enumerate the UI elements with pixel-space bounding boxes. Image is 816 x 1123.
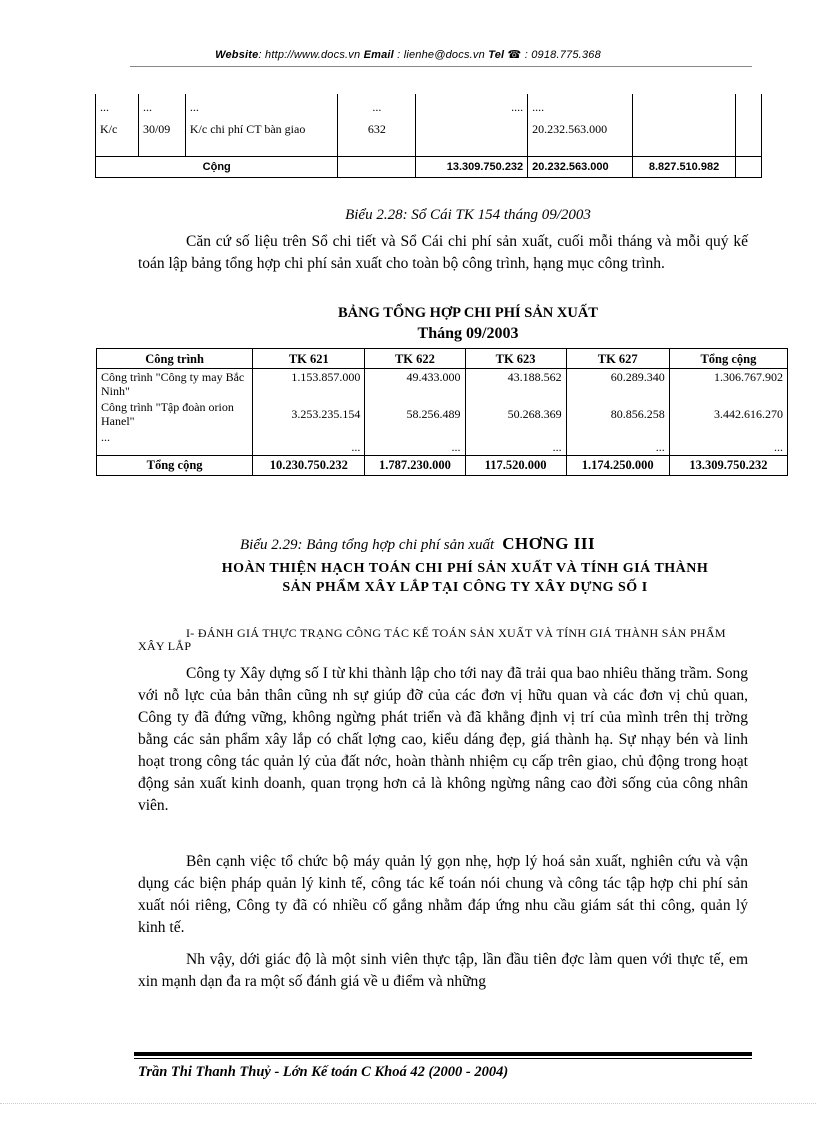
ledger-cell: K/c	[96, 116, 139, 156]
project-name: ...	[97, 429, 253, 455]
paragraph-1: Công ty Xây dựng số I từ khi thành lập cho tới nay đã trải qua bao nhiêu thăng trầm. Song với nỗ lực của bản thân cũng nh sự giúp đỡ của các đơn vị hữu quan và các đơn vị chủ quan, Công ty đã đứng vững, không ngừng phát triển và đã khẳng định vị trí của mình trên thị trờng bằng các sản phẩm xây lắp có chất lợng cao, kiểu dáng đẹp, giá thành hạ. Sự nhạy bén và linh hoạt trong công tác quản lý của đất nớc, hoàn thành nhiệm cụ cấp trên giao, chủ động trong hoạt động sản xuất kinh doanh, quan trọng hơn cả là không ngừng nâng cao đời sống của công nhân viên.	[138, 665, 748, 814]
col-header: TK 621	[253, 349, 365, 369]
total-value: 13.309.750.232	[669, 455, 787, 475]
ledger-cell	[736, 156, 762, 177]
table-row	[97, 429, 788, 455]
summary-total-row	[97, 455, 788, 475]
summary-table	[96, 348, 788, 476]
project-name: Công trình "Tập đoàn orion Hanel"	[97, 399, 253, 429]
ledger-cell: ....	[528, 94, 633, 116]
summary-header-row	[97, 349, 788, 369]
intro-paragraph: Căn cứ số liệu trên Sổ chi tiết và Sổ Cái chi phí sản xuất, cuối mỗi tháng và mỗi quý kế toán lập bảng tổng hợp chi phí sản xuất cho toàn bộ công trình, hạng mục công trình.	[138, 233, 748, 272]
ledger-cell	[338, 156, 416, 177]
ledger-cell: 30/09	[138, 116, 185, 156]
ledger-total-row	[96, 156, 762, 177]
ledger-cell: ...	[185, 94, 338, 116]
ledger-cell	[736, 94, 762, 116]
value-cell: 58.256.489	[365, 399, 465, 429]
paragraph-3: Nh vậy, dới giác độ là một sinh viên thực tập, lần đầu tiên đợc làm quen với thực tế, em xin mạnh dạn đa ra một số đánh giá về u điểm và những	[138, 951, 748, 990]
col-header: TK 627	[566, 349, 669, 369]
summary-table-subtitle: Tháng 09/2003	[417, 325, 519, 342]
value-cell: 60.289.340	[566, 369, 669, 400]
value-cell: 3.442.616.270	[669, 399, 787, 429]
ledger-total-balance: 8.827.510.982	[633, 156, 736, 177]
chapter-label: CHƠNG III	[502, 534, 596, 553]
ledger-total-credit: 20.232.563.000	[528, 156, 633, 177]
total-label: Tổng cộng	[97, 455, 253, 475]
email-label: Email	[363, 49, 394, 61]
table-row	[97, 399, 788, 429]
ledger-cell: ....	[416, 94, 528, 116]
col-header: TK 623	[465, 349, 566, 369]
ledger-cell: 20.232.563.000	[528, 116, 633, 156]
ledger-cell: ...	[138, 94, 185, 116]
ledger-cell: 632	[338, 116, 416, 156]
table-row	[97, 369, 788, 400]
total-value: 1.174.250.000	[566, 455, 669, 475]
summary-table-title: BẢNG TỔNG HỢP CHI PHÍ SẢN XUẤT	[338, 305, 598, 321]
page-header	[0, 48, 816, 61]
paragraph-2: Bên cạnh việc tổ chức bộ máy quản lý gọn nhẹ, hợp lý hoá sản xuất, nghiên cứu và vận dụng các biện pháp quản lý kinh tế, công tác kế toán nói chung và công tác tập hợp chi phí sản xuất nói riêng, Công ty đã có nhiều cố gắng nhằm đáp ứng nhu cầu giám sát thi công, quản lý kinh tế.	[138, 853, 748, 936]
website-label: Website	[215, 49, 259, 61]
value-cell: ...	[669, 429, 787, 455]
tel-label: Tel	[488, 49, 505, 61]
chapter-title-line2: SẢN PHẨM XÂY LẮP TẠI CÔNG TY XÂY DỰNG SỐ I	[282, 580, 648, 595]
table-row	[96, 94, 762, 116]
website-url[interactable]: : http://www.docs.vn	[258, 49, 364, 61]
table-row	[96, 116, 762, 156]
ledger-cell	[633, 94, 736, 116]
col-header: Công trình	[97, 349, 253, 369]
ledger-cell: ...	[96, 94, 139, 116]
section-heading: I- ĐÁNH GIÁ THỰC TRẠNG CÔNG TÁC KẾ TOÁN SẢN XUẤT VÀ TÍNH GIÁ THÀNH SẢN PHẨM XÂY LẮP	[138, 626, 726, 653]
ledger-cell	[736, 116, 762, 156]
footer-rule-thick	[134, 1052, 752, 1056]
ledger-cell	[416, 116, 528, 156]
caption-2-28: Biểu 2.28: Sổ Cái TK 154 tháng 09/2003	[345, 207, 591, 223]
value-cell: 1.306.767.902	[669, 369, 787, 400]
value-cell: 43.188.562	[465, 369, 566, 400]
value-cell: ...	[253, 429, 365, 455]
value-cell: 3.253.235.154	[253, 399, 365, 429]
value-cell: 50.268.369	[465, 399, 566, 429]
footer-rule-thin	[134, 1058, 752, 1059]
value-cell: ...	[465, 429, 566, 455]
value-cell: ...	[566, 429, 669, 455]
caption-2-29-line	[240, 534, 595, 554]
total-value: 10.230.750.232	[253, 455, 365, 475]
value-cell: 80.856.258	[566, 399, 669, 429]
page-edge	[0, 1103, 816, 1104]
ledger-total-label: Cộng	[96, 156, 338, 177]
col-header: TK 622	[365, 349, 465, 369]
chapter-title-line1: HOÀN THIỆN HẠCH TOÁN CHI PHÍ SẢN XUẤT VÀ TÍNH GIÁ THÀNH	[221, 561, 709, 576]
total-value: 117.520.000	[465, 455, 566, 475]
ledger-total-debit: 13.309.750.232	[416, 156, 528, 177]
value-cell: ...	[365, 429, 465, 455]
caption-2-29: Biểu 2.29: Bảng tổng hợp chi phí sản xuất	[240, 537, 495, 553]
ledger-cell: ...	[338, 94, 416, 116]
value-cell: 49.433.000	[365, 369, 465, 400]
ledger-table	[95, 94, 762, 178]
col-header: Tổng cộng	[669, 349, 787, 369]
page-footer: Trần Thi Thanh Thuỷ - Lớn Kế toán C Khoá 42 (2000 - 2004)	[138, 1064, 509, 1080]
total-value: 1.787.230.000	[365, 455, 465, 475]
email-address[interactable]: : lienhe@docs.vn	[393, 49, 489, 61]
project-name: Công trình "Công ty may Bắc Ninh"	[97, 369, 253, 400]
ledger-cell	[633, 116, 736, 156]
header-rule	[130, 66, 752, 67]
value-cell: 1.153.857.000	[253, 369, 365, 400]
tel-number: ☎ : 0918.775.368	[504, 49, 601, 61]
ledger-cell: K/c chi phí CT bàn giao	[185, 116, 338, 156]
